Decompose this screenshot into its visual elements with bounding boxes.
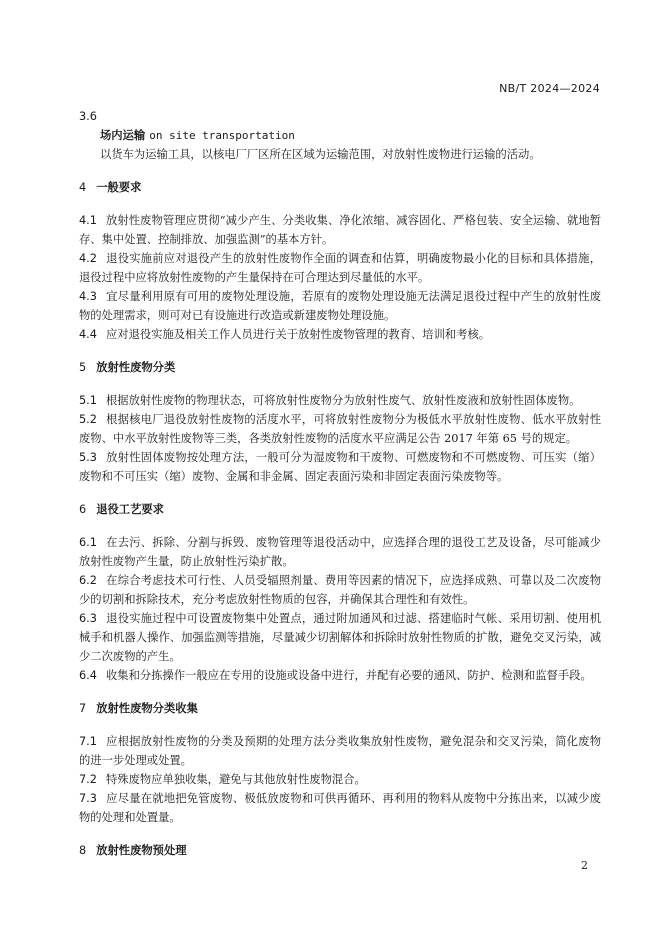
clause-text: 放射性固体废物按处理方法，一般可分为湿废物和干废物、可燃废物和不可燃废物、可压实（缩）废物和不可压实（缩）废物、金属和非金属、固定表面污染和非固定表面污染废物等。 xyxy=(79,451,601,483)
section-number: 5 xyxy=(79,361,87,374)
term-name-zh: 场内运输 xyxy=(100,129,146,142)
section-title: 一般要求 xyxy=(96,181,142,194)
clause-text: 根据核电厂退役放射性废物的活度水平，可将放射性废物分为极低水平放射性废物、低水平放射性废物、中水平放射性废物等三类，各类放射性废物的活度水平应满足公告 2017 年第 65 号的规定。 xyxy=(79,413,601,445)
clause-number: 6.1 xyxy=(79,536,97,549)
section-heading xyxy=(79,358,601,377)
clause-number: 7.2 xyxy=(79,773,97,786)
section-heading xyxy=(79,841,601,860)
term-name-en: on site transportation xyxy=(149,129,295,142)
section-number: 6 xyxy=(79,503,87,516)
clause-number: 6.4 xyxy=(79,669,97,682)
clause xyxy=(79,770,601,789)
clause-text: 退役实施过程中可设置废物集中处置点，通过附加通风和过滤、搭建临时气帐、采用切割、使用机械手和机器人操作、加强监测等措施，尽量减少切割解体和拆除时放射性物质的扩散，避免交叉污染，减少二次废物的产生。 xyxy=(79,612,601,663)
clause xyxy=(79,211,601,249)
section-title: 放射性废物预处理 xyxy=(96,844,187,857)
section-title: 放射性废物分类 xyxy=(96,361,176,374)
sections-container xyxy=(79,178,601,860)
clause xyxy=(79,325,601,344)
clause-text: 收集和分拣操作一般应在专用的设施或设备中进行，并配有必要的通风、防护、检测和监督手段。 xyxy=(105,669,592,682)
clause-number: 5.3 xyxy=(79,451,97,464)
clause-text: 根据放射性废物的物理状态，可将放射性废物分为放射性废气、放射性废液和放射性固体废物。 xyxy=(105,394,581,407)
clause-number: 7.3 xyxy=(79,792,97,805)
clause xyxy=(79,287,601,325)
term-number: 3.6 xyxy=(79,110,97,123)
section-heading xyxy=(79,178,601,197)
clause-text: 在去污、拆除、分割与拆毁、废物管理等退役活动中，应选择合理的退役工艺及设备，尽可能减少放射性废物产生量，防止放射性污染扩散。 xyxy=(79,536,601,568)
clause-number: 6.3 xyxy=(79,612,97,625)
section-heading xyxy=(79,500,601,519)
clause-number: 6.2 xyxy=(79,574,97,587)
clause-number: 4.4 xyxy=(79,328,97,341)
clause xyxy=(79,249,601,287)
section-title: 放射性废物分类收集 xyxy=(96,702,198,715)
clause-number: 4.2 xyxy=(79,252,97,265)
clause-number: 4.3 xyxy=(79,290,97,303)
clause-text: 特殊废物应单独收集，避免与其他放射性废物混合。 xyxy=(105,773,366,786)
clause-number: 5.2 xyxy=(79,413,97,426)
clause xyxy=(79,571,601,609)
section-number: 7 xyxy=(79,702,87,715)
term-definition: 以货车为运输工具，以核电厂厂区所在区域为运输范围，对放射性废物进行运输的活动。 xyxy=(100,148,541,161)
clause xyxy=(79,448,601,486)
clause-number: 4.1 xyxy=(79,214,97,227)
clause xyxy=(79,533,601,571)
clause-text: 应对退役实施及相关工作人员进行关于放射性废物管理的教育、培训和考核。 xyxy=(105,328,491,341)
clause-text: 应根据放射性废物的分类及预期的处理方法分类收集放射性废物，避免混杂和交叉污染，简化废物的进一步处理或处置。 xyxy=(79,735,601,767)
clause-text: 宜尽量利用原有可用的废物处理设施，若原有的废物处理设施无法满足退役过程中产生的放射性废物的处理需求，则可对已有设施进行改造或新建废物处理设施。 xyxy=(79,290,601,322)
clause-number: 5.1 xyxy=(79,394,97,407)
section-number: 8 xyxy=(79,844,87,857)
clause-text: 退役实施前应对退役产生的放射性废物作全面的调查和估算，明确废物最小化的目标和具体措施，退役过程中应将放射性废物的产生量保持在可合理达到尽量低的水平。 xyxy=(79,252,601,284)
section-number: 4 xyxy=(79,181,87,194)
term-3-6 xyxy=(79,107,601,164)
clause xyxy=(79,732,601,770)
clause-number: 7.1 xyxy=(79,735,97,748)
clause-text: 应尽量在就地把免管废物、极低放废物和可供再循环、再利用的物料从废物中分拣出来，以减少废物的处理和处置量。 xyxy=(79,792,601,824)
term-title xyxy=(79,126,601,145)
standard-code-header: NB/T 2024—2024 xyxy=(499,82,600,95)
section-title: 退役工艺要求 xyxy=(96,503,164,516)
document-body xyxy=(79,107,601,874)
clause xyxy=(79,609,601,666)
clause xyxy=(79,410,601,448)
clause-text: 放射性废物管理应贯彻“减少产生、分类收集、净化浓缩、减容固化、严格包装、安全运输、就地暂存、集中处置、控制排放、加强监测”的基本方针。 xyxy=(79,214,601,246)
section-heading xyxy=(79,699,601,718)
page-number: 2 xyxy=(581,859,588,872)
clause xyxy=(79,666,601,685)
clause xyxy=(79,789,601,827)
clause xyxy=(79,391,601,410)
clause-text: 在综合考虑技术可行性、人员受辐照剂量、费用等因素的情况下，应选择成熟、可靠以及二次废物少的切割和拆除技术，充分考虑放射性物质的包容，并确保其合理性和有效性。 xyxy=(79,574,601,606)
